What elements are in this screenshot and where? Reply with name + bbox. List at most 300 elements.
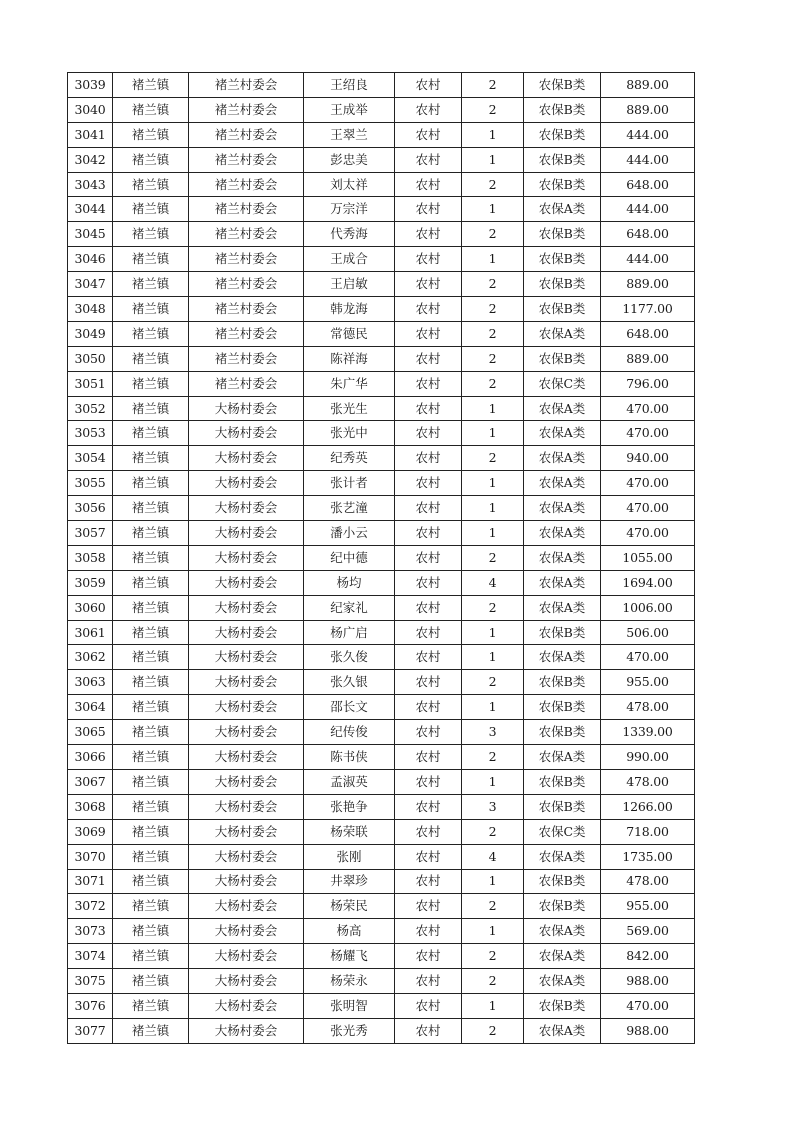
amount-cell: 889.00 — [601, 272, 695, 297]
row-id-cell: 3046 — [68, 247, 113, 272]
row-id-cell: 3072 — [68, 894, 113, 919]
insurance-category-cell: 农保A类 — [524, 844, 601, 869]
household-type-cell: 农村 — [395, 371, 462, 396]
insurance-category-cell: 农保B类 — [524, 670, 601, 695]
amount-cell: 444.00 — [601, 147, 695, 172]
table-row — [68, 247, 695, 272]
household-type-cell: 农村 — [395, 446, 462, 471]
name-cell: 张刚 — [304, 844, 395, 869]
amount-cell: 506.00 — [601, 620, 695, 645]
person-count-cell: 1 — [462, 620, 524, 645]
village-committee-cell: 大杨村委会 — [189, 969, 304, 994]
table-row — [68, 346, 695, 371]
table-row — [68, 1018, 695, 1043]
person-count-cell: 2 — [462, 1018, 524, 1043]
row-id-cell: 3047 — [68, 272, 113, 297]
row-id-cell: 3077 — [68, 1018, 113, 1043]
person-count-cell: 1 — [462, 396, 524, 421]
person-count-cell: 1 — [462, 122, 524, 147]
household-type-cell: 农村 — [395, 172, 462, 197]
table-row — [68, 969, 695, 994]
household-type-cell: 农村 — [395, 346, 462, 371]
insurance-category-cell: 农保B类 — [524, 247, 601, 272]
household-type-cell: 农村 — [395, 297, 462, 322]
household-type-cell: 农村 — [395, 73, 462, 98]
name-cell: 常德民 — [304, 321, 395, 346]
town-cell: 褚兰镇 — [113, 396, 189, 421]
table-row — [68, 944, 695, 969]
table-row — [68, 172, 695, 197]
person-count-cell: 2 — [462, 321, 524, 346]
household-type-cell: 农村 — [395, 545, 462, 570]
household-type-cell: 农村 — [395, 969, 462, 994]
name-cell: 杨荣联 — [304, 819, 395, 844]
amount-cell: 889.00 — [601, 97, 695, 122]
insurance-category-cell: 农保A类 — [524, 595, 601, 620]
row-id-cell: 3052 — [68, 396, 113, 421]
amount-cell: 718.00 — [601, 819, 695, 844]
town-cell: 褚兰镇 — [113, 919, 189, 944]
household-type-cell: 农村 — [395, 122, 462, 147]
table-row — [68, 620, 695, 645]
household-type-cell: 农村 — [395, 944, 462, 969]
table-row — [68, 396, 695, 421]
town-cell: 褚兰镇 — [113, 894, 189, 919]
name-cell: 纪家礼 — [304, 595, 395, 620]
table-row — [68, 869, 695, 894]
name-cell: 张光生 — [304, 396, 395, 421]
row-id-cell: 3061 — [68, 620, 113, 645]
insurance-category-cell: 农保B类 — [524, 122, 601, 147]
household-type-cell: 农村 — [395, 894, 462, 919]
amount-cell: 470.00 — [601, 421, 695, 446]
town-cell: 褚兰镇 — [113, 993, 189, 1018]
village-committee-cell: 大杨村委会 — [189, 794, 304, 819]
name-cell: 陈书侠 — [304, 745, 395, 770]
person-count-cell: 1 — [462, 197, 524, 222]
insurance-category-cell: 农保B类 — [524, 620, 601, 645]
person-count-cell: 3 — [462, 720, 524, 745]
town-cell: 褚兰镇 — [113, 471, 189, 496]
town-cell: 褚兰镇 — [113, 794, 189, 819]
household-type-cell: 农村 — [395, 321, 462, 346]
village-committee-cell: 大杨村委会 — [189, 570, 304, 595]
person-count-cell: 2 — [462, 446, 524, 471]
row-id-cell: 3058 — [68, 545, 113, 570]
table-row — [68, 670, 695, 695]
table-row — [68, 919, 695, 944]
village-committee-cell: 大杨村委会 — [189, 620, 304, 645]
town-cell: 褚兰镇 — [113, 620, 189, 645]
insurance-category-cell: 农保A类 — [524, 521, 601, 546]
town-cell: 褚兰镇 — [113, 844, 189, 869]
village-committee-cell: 大杨村委会 — [189, 670, 304, 695]
household-type-cell: 农村 — [395, 97, 462, 122]
name-cell: 张艺潼 — [304, 496, 395, 521]
person-count-cell: 2 — [462, 272, 524, 297]
person-count-cell: 1 — [462, 421, 524, 446]
amount-cell: 940.00 — [601, 446, 695, 471]
insurance-category-cell: 农保B类 — [524, 869, 601, 894]
row-id-cell: 3069 — [68, 819, 113, 844]
name-cell: 张计者 — [304, 471, 395, 496]
village-committee-cell: 大杨村委会 — [189, 745, 304, 770]
table-row — [68, 570, 695, 595]
row-id-cell: 3074 — [68, 944, 113, 969]
village-committee-cell: 褚兰村委会 — [189, 371, 304, 396]
village-committee-cell: 大杨村委会 — [189, 919, 304, 944]
name-cell: 陈祥海 — [304, 346, 395, 371]
town-cell: 褚兰镇 — [113, 545, 189, 570]
person-count-cell: 3 — [462, 794, 524, 819]
village-committee-cell: 褚兰村委会 — [189, 272, 304, 297]
table-row — [68, 819, 695, 844]
village-committee-cell: 褚兰村委会 — [189, 346, 304, 371]
amount-cell: 990.00 — [601, 745, 695, 770]
amount-cell: 1694.00 — [601, 570, 695, 595]
table-row — [68, 894, 695, 919]
amount-cell: 470.00 — [601, 645, 695, 670]
row-id-cell: 3039 — [68, 73, 113, 98]
village-committee-cell: 大杨村委会 — [189, 819, 304, 844]
village-committee-cell: 大杨村委会 — [189, 993, 304, 1018]
insurance-category-cell: 农保B类 — [524, 993, 601, 1018]
name-cell: 邵长文 — [304, 695, 395, 720]
insurance-category-cell: 农保B类 — [524, 172, 601, 197]
person-count-cell: 2 — [462, 73, 524, 98]
name-cell: 井翠珍 — [304, 869, 395, 894]
amount-cell: 470.00 — [601, 993, 695, 1018]
insurance-category-cell: 农保A类 — [524, 570, 601, 595]
table-row — [68, 122, 695, 147]
person-count-cell: 1 — [462, 521, 524, 546]
village-committee-cell: 褚兰村委会 — [189, 122, 304, 147]
row-id-cell: 3043 — [68, 172, 113, 197]
amount-cell: 1339.00 — [601, 720, 695, 745]
household-type-cell: 农村 — [395, 794, 462, 819]
person-count-cell: 2 — [462, 97, 524, 122]
village-committee-cell: 褚兰村委会 — [189, 197, 304, 222]
table-row — [68, 695, 695, 720]
village-committee-cell: 大杨村委会 — [189, 396, 304, 421]
row-id-cell: 3054 — [68, 446, 113, 471]
village-committee-cell: 大杨村委会 — [189, 844, 304, 869]
row-id-cell: 3062 — [68, 645, 113, 670]
town-cell: 褚兰镇 — [113, 670, 189, 695]
amount-cell: 470.00 — [601, 496, 695, 521]
insurance-category-cell: 农保B类 — [524, 272, 601, 297]
town-cell: 褚兰镇 — [113, 272, 189, 297]
amount-cell: 470.00 — [601, 521, 695, 546]
town-cell: 褚兰镇 — [113, 147, 189, 172]
row-id-cell: 3068 — [68, 794, 113, 819]
row-id-cell: 3064 — [68, 695, 113, 720]
row-id-cell: 3051 — [68, 371, 113, 396]
table-row — [68, 97, 695, 122]
person-count-cell: 1 — [462, 247, 524, 272]
household-type-cell: 农村 — [395, 471, 462, 496]
town-cell: 褚兰镇 — [113, 969, 189, 994]
village-committee-cell: 大杨村委会 — [189, 869, 304, 894]
row-id-cell: 3070 — [68, 844, 113, 869]
table-row — [68, 471, 695, 496]
village-committee-cell: 大杨村委会 — [189, 944, 304, 969]
household-type-cell: 农村 — [395, 645, 462, 670]
amount-cell: 648.00 — [601, 222, 695, 247]
insurance-category-cell: 农保C类 — [524, 371, 601, 396]
insurance-category-cell: 农保A类 — [524, 969, 601, 994]
table-row — [68, 595, 695, 620]
household-type-cell: 农村 — [395, 819, 462, 844]
insurance-category-cell: 农保B类 — [524, 73, 601, 98]
insurance-category-cell: 农保A类 — [524, 1018, 601, 1043]
town-cell: 褚兰镇 — [113, 97, 189, 122]
row-id-cell: 3065 — [68, 720, 113, 745]
table-row — [68, 545, 695, 570]
table-row — [68, 272, 695, 297]
amount-cell: 1266.00 — [601, 794, 695, 819]
row-id-cell: 3063 — [68, 670, 113, 695]
village-committee-cell: 褚兰村委会 — [189, 147, 304, 172]
insurance-category-cell: 农保A类 — [524, 197, 601, 222]
person-count-cell: 4 — [462, 570, 524, 595]
table-row — [68, 769, 695, 794]
name-cell: 张艳争 — [304, 794, 395, 819]
name-cell: 杨广启 — [304, 620, 395, 645]
town-cell: 褚兰镇 — [113, 745, 189, 770]
name-cell: 王启敏 — [304, 272, 395, 297]
row-id-cell: 3071 — [68, 869, 113, 894]
household-type-cell: 农村 — [395, 521, 462, 546]
person-count-cell: 2 — [462, 819, 524, 844]
table-row — [68, 993, 695, 1018]
household-type-cell: 农村 — [395, 869, 462, 894]
household-type-cell: 农村 — [395, 769, 462, 794]
household-type-cell: 农村 — [395, 147, 462, 172]
amount-cell: 1055.00 — [601, 545, 695, 570]
town-cell: 褚兰镇 — [113, 421, 189, 446]
household-type-cell: 农村 — [395, 197, 462, 222]
name-cell: 彭忠美 — [304, 147, 395, 172]
amount-cell: 889.00 — [601, 346, 695, 371]
household-type-cell: 农村 — [395, 670, 462, 695]
row-id-cell: 3056 — [68, 496, 113, 521]
amount-cell: 470.00 — [601, 396, 695, 421]
person-count-cell: 1 — [462, 496, 524, 521]
village-committee-cell: 褚兰村委会 — [189, 222, 304, 247]
person-count-cell: 2 — [462, 894, 524, 919]
person-count-cell: 1 — [462, 869, 524, 894]
village-committee-cell: 大杨村委会 — [189, 1018, 304, 1043]
town-cell: 褚兰镇 — [113, 73, 189, 98]
name-cell: 孟淑英 — [304, 769, 395, 794]
household-type-cell: 农村 — [395, 695, 462, 720]
table-row — [68, 371, 695, 396]
amount-cell: 955.00 — [601, 894, 695, 919]
row-id-cell: 3066 — [68, 745, 113, 770]
insurance-category-cell: 农保B类 — [524, 297, 601, 322]
amount-cell: 842.00 — [601, 944, 695, 969]
town-cell: 褚兰镇 — [113, 695, 189, 720]
table-row — [68, 521, 695, 546]
person-count-cell: 2 — [462, 346, 524, 371]
village-committee-cell: 大杨村委会 — [189, 421, 304, 446]
town-cell: 褚兰镇 — [113, 944, 189, 969]
name-cell: 刘太祥 — [304, 172, 395, 197]
village-committee-cell: 褚兰村委会 — [189, 73, 304, 98]
name-cell: 王成举 — [304, 97, 395, 122]
roster-table-body — [68, 73, 695, 1044]
name-cell: 万宗洋 — [304, 197, 395, 222]
row-id-cell: 3055 — [68, 471, 113, 496]
insurance-category-cell: 农保A类 — [524, 396, 601, 421]
amount-cell: 444.00 — [601, 247, 695, 272]
insurance-category-cell: 农保A类 — [524, 321, 601, 346]
town-cell: 褚兰镇 — [113, 570, 189, 595]
amount-cell: 648.00 — [601, 172, 695, 197]
name-cell: 张光中 — [304, 421, 395, 446]
household-type-cell: 农村 — [395, 396, 462, 421]
row-id-cell: 3044 — [68, 197, 113, 222]
table-row — [68, 720, 695, 745]
amount-cell: 470.00 — [601, 471, 695, 496]
name-cell: 张久俊 — [304, 645, 395, 670]
name-cell: 纪中德 — [304, 545, 395, 570]
village-committee-cell: 大杨村委会 — [189, 521, 304, 546]
name-cell: 朱广华 — [304, 371, 395, 396]
row-id-cell: 3042 — [68, 147, 113, 172]
table-row — [68, 421, 695, 446]
insurance-category-cell: 农保A类 — [524, 944, 601, 969]
town-cell: 褚兰镇 — [113, 446, 189, 471]
village-committee-cell: 大杨村委会 — [189, 446, 304, 471]
table-row — [68, 645, 695, 670]
insurance-category-cell: 农保B类 — [524, 346, 601, 371]
person-count-cell: 2 — [462, 172, 524, 197]
row-id-cell: 3060 — [68, 595, 113, 620]
village-committee-cell: 大杨村委会 — [189, 720, 304, 745]
table-row — [68, 147, 695, 172]
row-id-cell: 3050 — [68, 346, 113, 371]
village-committee-cell: 褚兰村委会 — [189, 321, 304, 346]
village-committee-cell: 大杨村委会 — [189, 695, 304, 720]
town-cell: 褚兰镇 — [113, 869, 189, 894]
town-cell: 褚兰镇 — [113, 247, 189, 272]
table-row — [68, 446, 695, 471]
amount-cell: 1735.00 — [601, 844, 695, 869]
person-count-cell: 4 — [462, 844, 524, 869]
person-count-cell: 1 — [462, 645, 524, 670]
insurance-category-cell: 农保A类 — [524, 645, 601, 670]
amount-cell: 478.00 — [601, 695, 695, 720]
table-row — [68, 73, 695, 98]
town-cell: 褚兰镇 — [113, 819, 189, 844]
name-cell: 纪传俊 — [304, 720, 395, 745]
village-committee-cell: 大杨村委会 — [189, 595, 304, 620]
insurance-category-cell: 农保A类 — [524, 471, 601, 496]
village-committee-cell: 大杨村委会 — [189, 545, 304, 570]
insurance-category-cell: 农保C类 — [524, 819, 601, 844]
person-count-cell: 1 — [462, 147, 524, 172]
name-cell: 杨荣永 — [304, 969, 395, 994]
amount-cell: 1177.00 — [601, 297, 695, 322]
village-committee-cell: 大杨村委会 — [189, 645, 304, 670]
table-row — [68, 297, 695, 322]
row-id-cell: 3059 — [68, 570, 113, 595]
amount-cell: 444.00 — [601, 197, 695, 222]
town-cell: 褚兰镇 — [113, 496, 189, 521]
village-committee-cell: 大杨村委会 — [189, 894, 304, 919]
town-cell: 褚兰镇 — [113, 297, 189, 322]
household-type-cell: 农村 — [395, 1018, 462, 1043]
town-cell: 褚兰镇 — [113, 1018, 189, 1043]
person-count-cell: 2 — [462, 297, 524, 322]
insurance-category-cell: 农保B类 — [524, 97, 601, 122]
table-row — [68, 222, 695, 247]
person-count-cell: 2 — [462, 745, 524, 770]
household-type-cell: 农村 — [395, 496, 462, 521]
village-committee-cell: 褚兰村委会 — [189, 247, 304, 272]
household-type-cell: 农村 — [395, 421, 462, 446]
town-cell: 褚兰镇 — [113, 371, 189, 396]
row-id-cell: 3040 — [68, 97, 113, 122]
insurance-category-cell: 农保B类 — [524, 147, 601, 172]
town-cell: 褚兰镇 — [113, 197, 189, 222]
amount-cell: 648.00 — [601, 321, 695, 346]
town-cell: 褚兰镇 — [113, 222, 189, 247]
row-id-cell: 3041 — [68, 122, 113, 147]
name-cell: 纪秀英 — [304, 446, 395, 471]
amount-cell: 955.00 — [601, 670, 695, 695]
row-id-cell: 3073 — [68, 919, 113, 944]
amount-cell: 444.00 — [601, 122, 695, 147]
table-row — [68, 794, 695, 819]
person-count-cell: 2 — [462, 545, 524, 570]
table-row — [68, 321, 695, 346]
household-type-cell: 农村 — [395, 919, 462, 944]
person-count-cell: 2 — [462, 222, 524, 247]
person-count-cell: 1 — [462, 471, 524, 496]
village-committee-cell: 大杨村委会 — [189, 496, 304, 521]
amount-cell: 478.00 — [601, 769, 695, 794]
name-cell: 杨荣民 — [304, 894, 395, 919]
village-committee-cell: 褚兰村委会 — [189, 97, 304, 122]
insurance-category-cell: 农保B类 — [524, 222, 601, 247]
amount-cell: 569.00 — [601, 919, 695, 944]
name-cell: 王绍良 — [304, 73, 395, 98]
town-cell: 褚兰镇 — [113, 645, 189, 670]
insurance-category-cell: 农保B类 — [524, 794, 601, 819]
table-row — [68, 844, 695, 869]
person-count-cell: 1 — [462, 993, 524, 1018]
household-type-cell: 农村 — [395, 247, 462, 272]
amount-cell: 889.00 — [601, 73, 695, 98]
name-cell: 代秀海 — [304, 222, 395, 247]
village-committee-cell: 大杨村委会 — [189, 769, 304, 794]
insurance-category-cell: 农保A类 — [524, 919, 601, 944]
person-count-cell: 2 — [462, 944, 524, 969]
row-id-cell: 3067 — [68, 769, 113, 794]
amount-cell: 478.00 — [601, 869, 695, 894]
town-cell: 褚兰镇 — [113, 521, 189, 546]
row-id-cell: 3076 — [68, 993, 113, 1018]
name-cell: 潘小云 — [304, 521, 395, 546]
person-count-cell: 1 — [462, 769, 524, 794]
name-cell: 张明智 — [304, 993, 395, 1018]
row-id-cell: 3075 — [68, 969, 113, 994]
name-cell: 王翠兰 — [304, 122, 395, 147]
amount-cell: 796.00 — [601, 371, 695, 396]
